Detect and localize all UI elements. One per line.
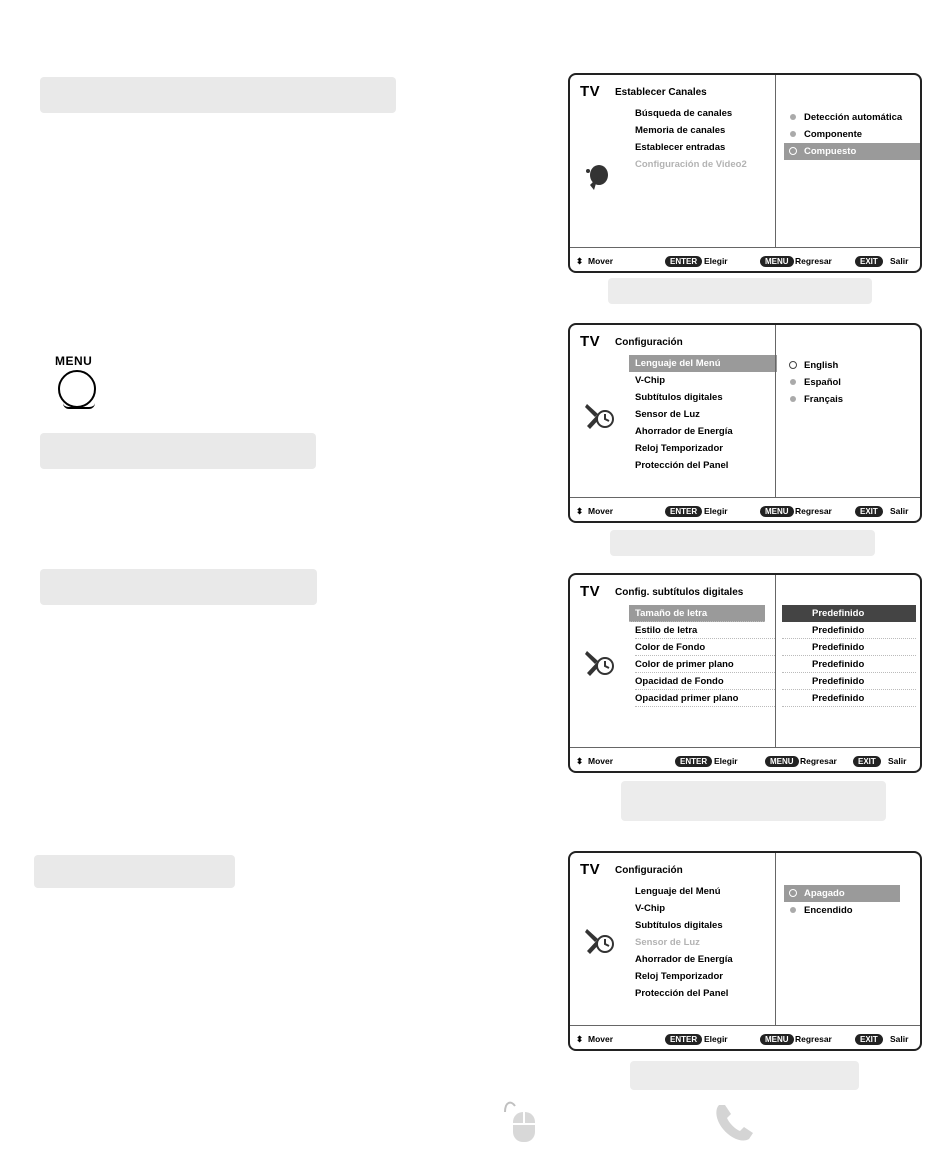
telephone-icon [713,1101,757,1145]
value-item[interactable]: Predefinido [782,656,916,673]
enter-key: ENTER [665,506,702,517]
menu-item[interactable]: Color de Fondo [635,639,775,656]
osd-screen-channels [568,73,922,273]
exit-key: EXIT [855,506,883,517]
computer-mouse-icon [497,1098,537,1144]
footer-back: Regresar [795,256,832,266]
menu-item[interactable]: Protección del Panel [635,460,729,471]
option-item-selected[interactable] [784,885,900,902]
menu-key: MENU [760,1034,794,1045]
option-label: Apagado [804,888,845,899]
option-label: Compuesto [804,146,857,157]
menu-item[interactable]: V-Chip [635,903,666,914]
caption-placeholder-1 [608,278,872,304]
settings-tools-icon [584,925,616,955]
osd-footer [570,748,920,773]
updown-arrow-icon: ⬍ [576,506,584,516]
option-item[interactable] [784,391,843,408]
menu-item[interactable]: Ahorrador de Energía [635,954,733,965]
footer-move: Mover [588,756,614,766]
menu-item[interactable]: Establecer entradas [635,142,726,153]
footer-quit: Salir [890,1034,909,1044]
divider [775,75,776,247]
text-placeholder-1 [40,77,396,113]
menu-title: Configuración [615,337,683,348]
satellite-dish-icon [584,163,612,191]
divider [775,853,776,1025]
updown-arrow-icon: ⬍ [576,756,584,766]
footer-move: Mover [588,506,614,516]
menu-key: MENU [760,256,794,267]
menu-item[interactable]: Lenguaje del Menú [635,886,721,897]
divider [775,325,776,497]
osd-footer [570,1026,920,1051]
settings-tools-icon [584,647,616,677]
option-item[interactable] [784,357,843,374]
updown-arrow-icon: ⬍ [576,1034,584,1044]
text-placeholder-3 [40,569,317,605]
exit-key: EXIT [855,256,883,267]
value-item[interactable]: Predefinido [782,639,916,656]
caption-placeholder-3 [621,781,886,821]
option-label: Español [804,377,841,388]
enter-key: ENTER [675,756,712,767]
caption-placeholder-4 [630,1061,859,1090]
tv-label: TV [580,583,601,600]
value-item-selected[interactable]: Predefinido [782,605,916,622]
option-label: Français [804,394,844,405]
option-label: Detección automática [804,112,903,123]
value-item[interactable]: Predefinido [782,622,916,639]
footer-quit: Salir [890,506,909,516]
menu-item[interactable]: Ahorrador de Energía [635,426,733,437]
footer-back: Regresar [795,1034,832,1044]
menu-item-selected[interactable]: Tamaño de letra [629,605,765,622]
menu-item[interactable]: Memoria de canales [635,125,726,136]
tv-label: TV [580,333,601,350]
exit-key: EXIT [853,756,881,767]
menu-key: MENU [760,506,794,517]
footer-choose: Elegir [704,256,728,266]
option-item[interactable] [784,902,900,919]
osd-footer [570,498,920,523]
option-label: English [804,360,839,371]
menu-item[interactable]: Subtítulos digitales [635,392,723,403]
option-item-selected[interactable] [784,143,920,160]
tv-label: TV [580,83,601,100]
footer-move: Mover [588,256,614,266]
menu-item[interactable]: Estilo de letra [635,622,775,639]
menu-item[interactable]: Opacidad primer plano [635,690,775,707]
menu-title: Config. subtítulos digitales [615,587,744,598]
osd-footer [570,248,920,273]
footer-back: Regresar [795,506,832,516]
menu-button-label: MENU [55,354,93,368]
footer-quit: Salir [888,756,907,766]
menu-item[interactable]: V-Chip [635,375,666,386]
footer-choose: Elegir [704,1034,728,1044]
option-item[interactable] [784,126,920,143]
text-placeholder-4 [34,855,235,888]
menu-item[interactable]: Búsqueda de canales [635,108,733,119]
menu-item[interactable]: Reloj Temporizador [635,443,723,454]
menu-item[interactable]: Protección del Panel [635,988,729,999]
menu-item[interactable]: Subtítulos digitales [635,920,723,931]
option-label: Encendido [804,905,853,916]
option-label: Componente [804,129,863,140]
settings-tools-icon [584,400,616,430]
option-item[interactable] [784,374,843,391]
menu-item[interactable]: Configuración de Video2 [635,159,747,170]
footer-back: Regresar [800,756,837,766]
osd-screen-light-sensor [568,851,922,1051]
menu-item[interactable]: Sensor de Luz [635,937,700,948]
menu-button-icon [58,370,96,408]
text-placeholder-2 [40,433,316,469]
value-item[interactable]: Predefinido [782,690,916,707]
tv-label: TV [580,861,601,878]
footer-choose: Elegir [704,506,728,516]
osd-screen-captions [568,573,922,773]
menu-key: MENU [765,756,799,767]
value-item[interactable]: Predefinido [782,673,916,690]
caption-placeholder-2 [610,530,875,556]
menu-item-selected[interactable]: Lenguaje del Menú [629,355,777,372]
updown-arrow-icon: ⬍ [576,256,584,266]
option-item[interactable] [784,109,920,126]
menu-item[interactable]: Sensor de Luz [635,409,700,420]
footer-choose: Elegir [714,756,738,766]
menu-item[interactable]: Reloj Temporizador [635,971,723,982]
menu-item[interactable]: Opacidad de Fondo [635,673,775,690]
exit-key: EXIT [855,1034,883,1045]
footer-quit: Salir [890,256,909,266]
divider [775,575,776,747]
footer-move: Mover [588,1034,614,1044]
menu-title: Establecer Canales [615,87,707,98]
menu-item[interactable]: Color de primer plano [635,656,775,673]
enter-key: ENTER [665,256,702,267]
menu-title: Configuración [615,865,683,876]
osd-screen-setup [568,323,922,523]
enter-key: ENTER [665,1034,702,1045]
